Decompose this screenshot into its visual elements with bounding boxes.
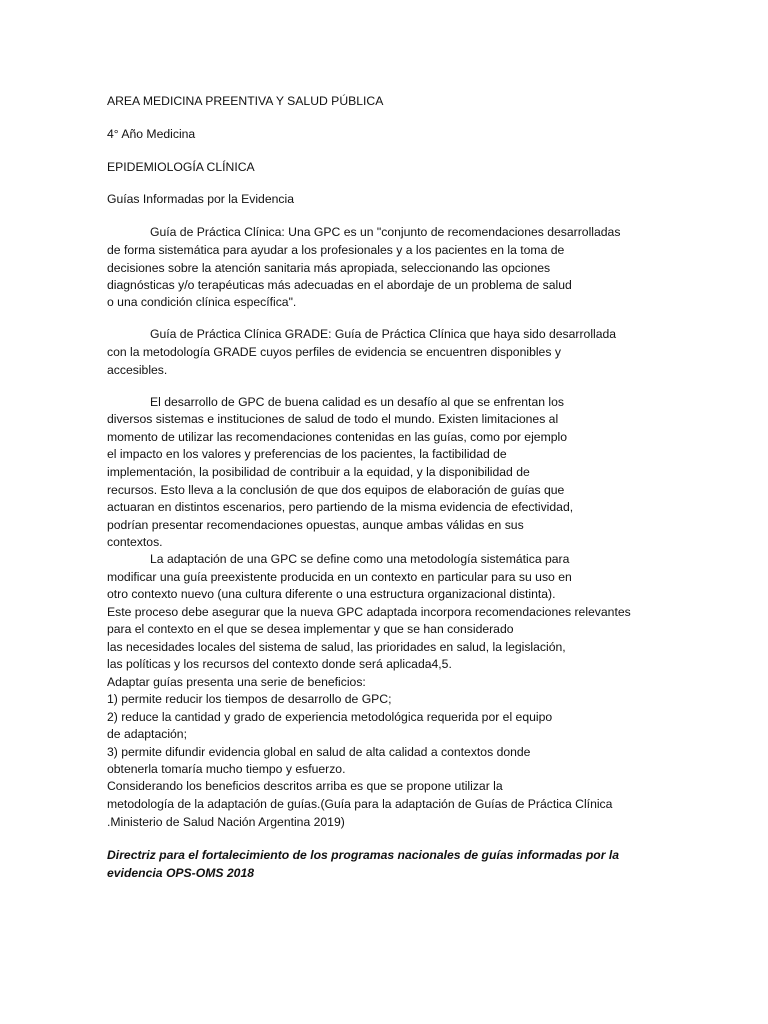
para4-first-line: La adaptación de una GPC se define como una metodología sistemática para	[150, 552, 570, 566]
para4-line: las necesidades locales del sistema de salud, las prioridades en salud, la legislación,	[107, 640, 566, 654]
benefit-item: 3) permite difundir evidencia global en salud de alta calidad a contextos donde	[107, 745, 531, 759]
para4-line: las políticas y los recursos del contexto donde será aplicada4,5.	[107, 657, 452, 671]
area-heading: AREA MEDICINA PREENTIVA Y SALUD PÚBLICA	[107, 94, 384, 108]
para3-line: podrían presentar recomendaciones opuestas, aunque ambas válidas en sus	[107, 518, 524, 532]
para3-line: implementación, la posibilidad de contribuir a la equidad, y la disponibilidad de	[107, 465, 530, 479]
benefit-item: 1) permite reducir los tiempos de desarrollo de GPC;	[107, 692, 392, 706]
para2-line: con la metodología GRADE cuyos perfiles de evidencia se encuentren disponibles y	[107, 345, 561, 359]
para4-line: otro contexto nuevo (una cultura diferente o una estructura organizacional distinta).	[107, 587, 556, 601]
section-title: Guías Informadas por la Evidencia	[107, 192, 294, 206]
year-heading: 4° Año Medicina	[107, 127, 196, 141]
para3-line: contextos.	[107, 535, 163, 549]
para4-line: Considerando los beneficios descritos arriba es que se propone utilizar la	[107, 779, 503, 793]
subject-heading: EPIDEMIOLOGÍA CLÍNICA	[107, 160, 255, 174]
closing-title: Directriz para el fortalecimiento de los programas nacionales de guías informadas por la	[107, 848, 620, 862]
benefit-item: obtenerla tomaría mucho tiempo y esfuerzo.	[107, 762, 346, 776]
para1-line: Guía de Práctica Clínica: Una GPC es un "conjunto de recomendaciones desarrolladas	[150, 225, 621, 239]
para2-line: Guía de Práctica Clínica GRADE: Guía de Práctica Clínica que haya sido desarrollada	[150, 327, 617, 341]
para3-line: diversos sistemas e instituciones de salud de todo el mundo. Existen limitaciones al	[107, 412, 559, 426]
para3-line: momento de utilizar las recomendaciones contenidas en las guías, como por ejemplo	[107, 430, 567, 444]
para3-line: recursos. Esto lleva a la conclusión de que dos equipos de elaboración de guías que	[107, 483, 565, 497]
benefit-item: de adaptación;	[107, 727, 187, 741]
citation-line: metodología de la adaptación de guías.(Guía para la adaptación de Guías de Práctica Clínica	[107, 797, 613, 811]
para4-line: Adaptar guías presenta una serie de beneficios:	[107, 675, 366, 689]
para1-line: diagnósticas y/o terapéuticas más adecuadas en el abordaje de un problema de salud	[107, 278, 572, 292]
para1-line: decisiones sobre la atención sanitaria más apropiada, seleccionando las opciones	[107, 261, 551, 275]
para3-line: actuaran en distintos escenarios, pero partiendo de la misma evidencia de efectividad,	[107, 500, 574, 514]
para3-line: El desarrollo de GPC de buena calidad es un desafío al que se enfrentan los	[150, 395, 564, 409]
benefit-item: 2) reduce la cantidad y grado de experiencia metodológica requerida por el equipo	[107, 710, 553, 724]
para3-line: el impacto en los valores y preferencias de los pacientes, la factibilidad de	[107, 447, 507, 461]
para4-line: modificar una guía preexistente producida en un contexto en particular para su uso en	[107, 570, 572, 584]
para1-line: de forma sistemática para ayudar a los profesionales y a los pacientes en la toma de	[107, 243, 565, 257]
para2-line: accesibles.	[107, 363, 168, 377]
citation-line: .Ministerio de Salud Nación Argentina 2019)	[107, 815, 345, 829]
para1-line: o una condición clínica específica".	[107, 295, 297, 309]
para4-line: para el contexto en el que se desea implementar y que se han considerado	[107, 622, 514, 636]
para4-line: Este proceso debe asegurar que la nueva GPC adaptada incorpora recomendaciones relevantes	[107, 605, 631, 619]
closing-title: evidencia OPS-OMS 2018	[107, 866, 254, 880]
